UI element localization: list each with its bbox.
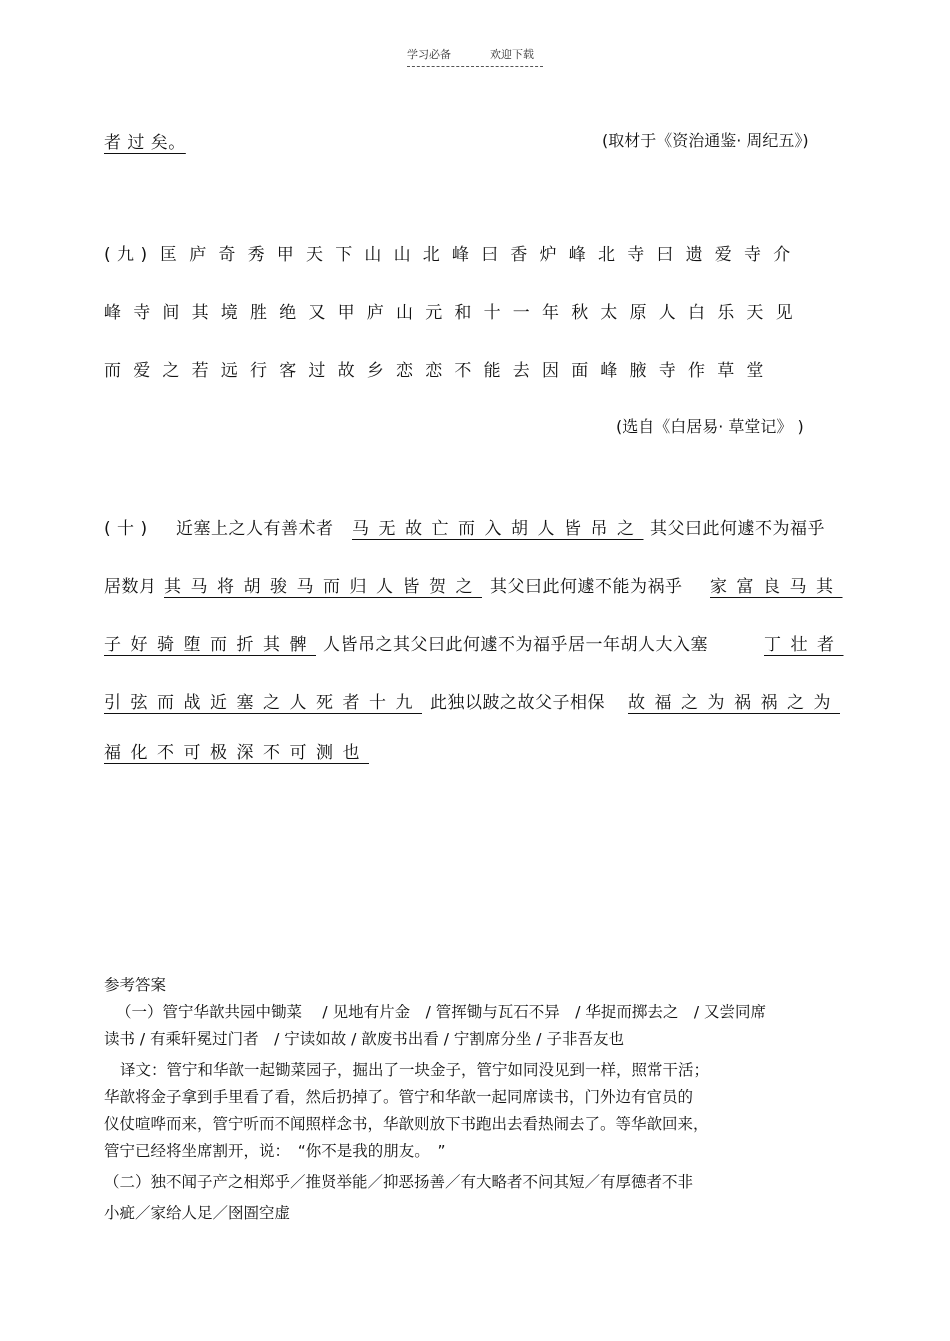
passage10-line3-a: 子好骑堕而折其髀 [104, 635, 316, 655]
answer1-line2: 读书 / 有乘轩冕过门者 / 宁读如故 / 歆废书出看 / 宁割席分坐 / 子非吾友也 [104, 1030, 624, 1048]
header-divider [407, 66, 543, 67]
passage10-line3-c: 丁壮者 [764, 635, 844, 655]
translation-line2: 华歆将金子拿到手里看了看，然后扔掉了。管宁和华歆一起同席读书，门外边有官员的 [104, 1088, 694, 1106]
translation-line3: 仪仗喧哗而来，管宁听而不闻照样念书，华歆则放下书跑出去看热闹去了。等华歆回来， [104, 1115, 709, 1133]
passage9-label: ( 九 ) [104, 245, 148, 265]
passage10-line2-c: 其父曰此何遽不能为祸乎 [490, 577, 683, 597]
header-right: 欢迎下载 [490, 48, 534, 61]
passage9-line3: 而爱之若远行客过故乡恋恋不能去因面峰腋寺作草堂 [104, 361, 776, 381]
answer2-line2: 小疵／家给人足／囹圄空虚 [104, 1204, 291, 1222]
passage10-line1-c: 其父曰此何遽不为福乎 [650, 519, 825, 539]
passage10-line3-b: 人皆吊之其父曰此何遽不为福乎居一年胡人大入塞 [323, 635, 708, 655]
prev-passage-end: 者 过 矣。 [104, 133, 186, 153]
passage10-line5: 福化不可极深不可测也 [104, 743, 369, 763]
passage10-line4-b: 此独以跛之故父子相保 [430, 693, 605, 713]
passage9-source: (选自《白居易· 草堂记》 ) [616, 417, 804, 436]
passage10-line1-a: 近塞上之人有善术者 [176, 519, 334, 539]
answer2-line1: （二）独不闻子产之相郑乎／推贤举能／抑恶扬善／有大略者不问其短／有厚德者不非 [104, 1173, 694, 1191]
passage10-line2-a: 居数月 [104, 577, 157, 597]
translation-line1: 译文：管宁和华歆一起锄菜园子，掘出了一块金子，管宁如同没见到一样，照常干活； [120, 1061, 710, 1079]
passage10-line1-b: 马无故亡而入胡人皆吊之 [352, 519, 644, 539]
answer1-line1: （一）管宁华歆共园中锄菜 / 见地有片金 / 管挥锄与瓦石不异 / 华捉而掷去之 / 又尝同席 [116, 1003, 767, 1021]
passage9-line1: 匡庐奇秀甲天下山山北峰曰香炉峰北寺曰遗爱寺介 [160, 245, 803, 265]
passage9-line2: 峰寺间其境胜绝又甲庐山元和十一年秋太原人白乐天见 [104, 303, 805, 323]
translation-line4: 管宁已经将坐席割开，说： “你不是我的朋友。 ” [104, 1142, 446, 1160]
passage10-line2-b: 其马将胡骏马而归人皆贺之 [164, 577, 482, 597]
passage10-line4-c: 故福之为祸祸之为 [628, 693, 840, 713]
answers-heading: 参考答案 [104, 976, 167, 994]
passage10-label: ( 十 ) [104, 519, 148, 539]
prev-passage-source: (取材于《资治通鉴· 周纪五》) [602, 131, 809, 150]
passage10-line2-d: 家富良马其 [710, 577, 843, 597]
header-left: 学习必备 [407, 48, 451, 61]
passage10-line4-a: 引弦而战近塞之人死者十九 [104, 693, 422, 713]
